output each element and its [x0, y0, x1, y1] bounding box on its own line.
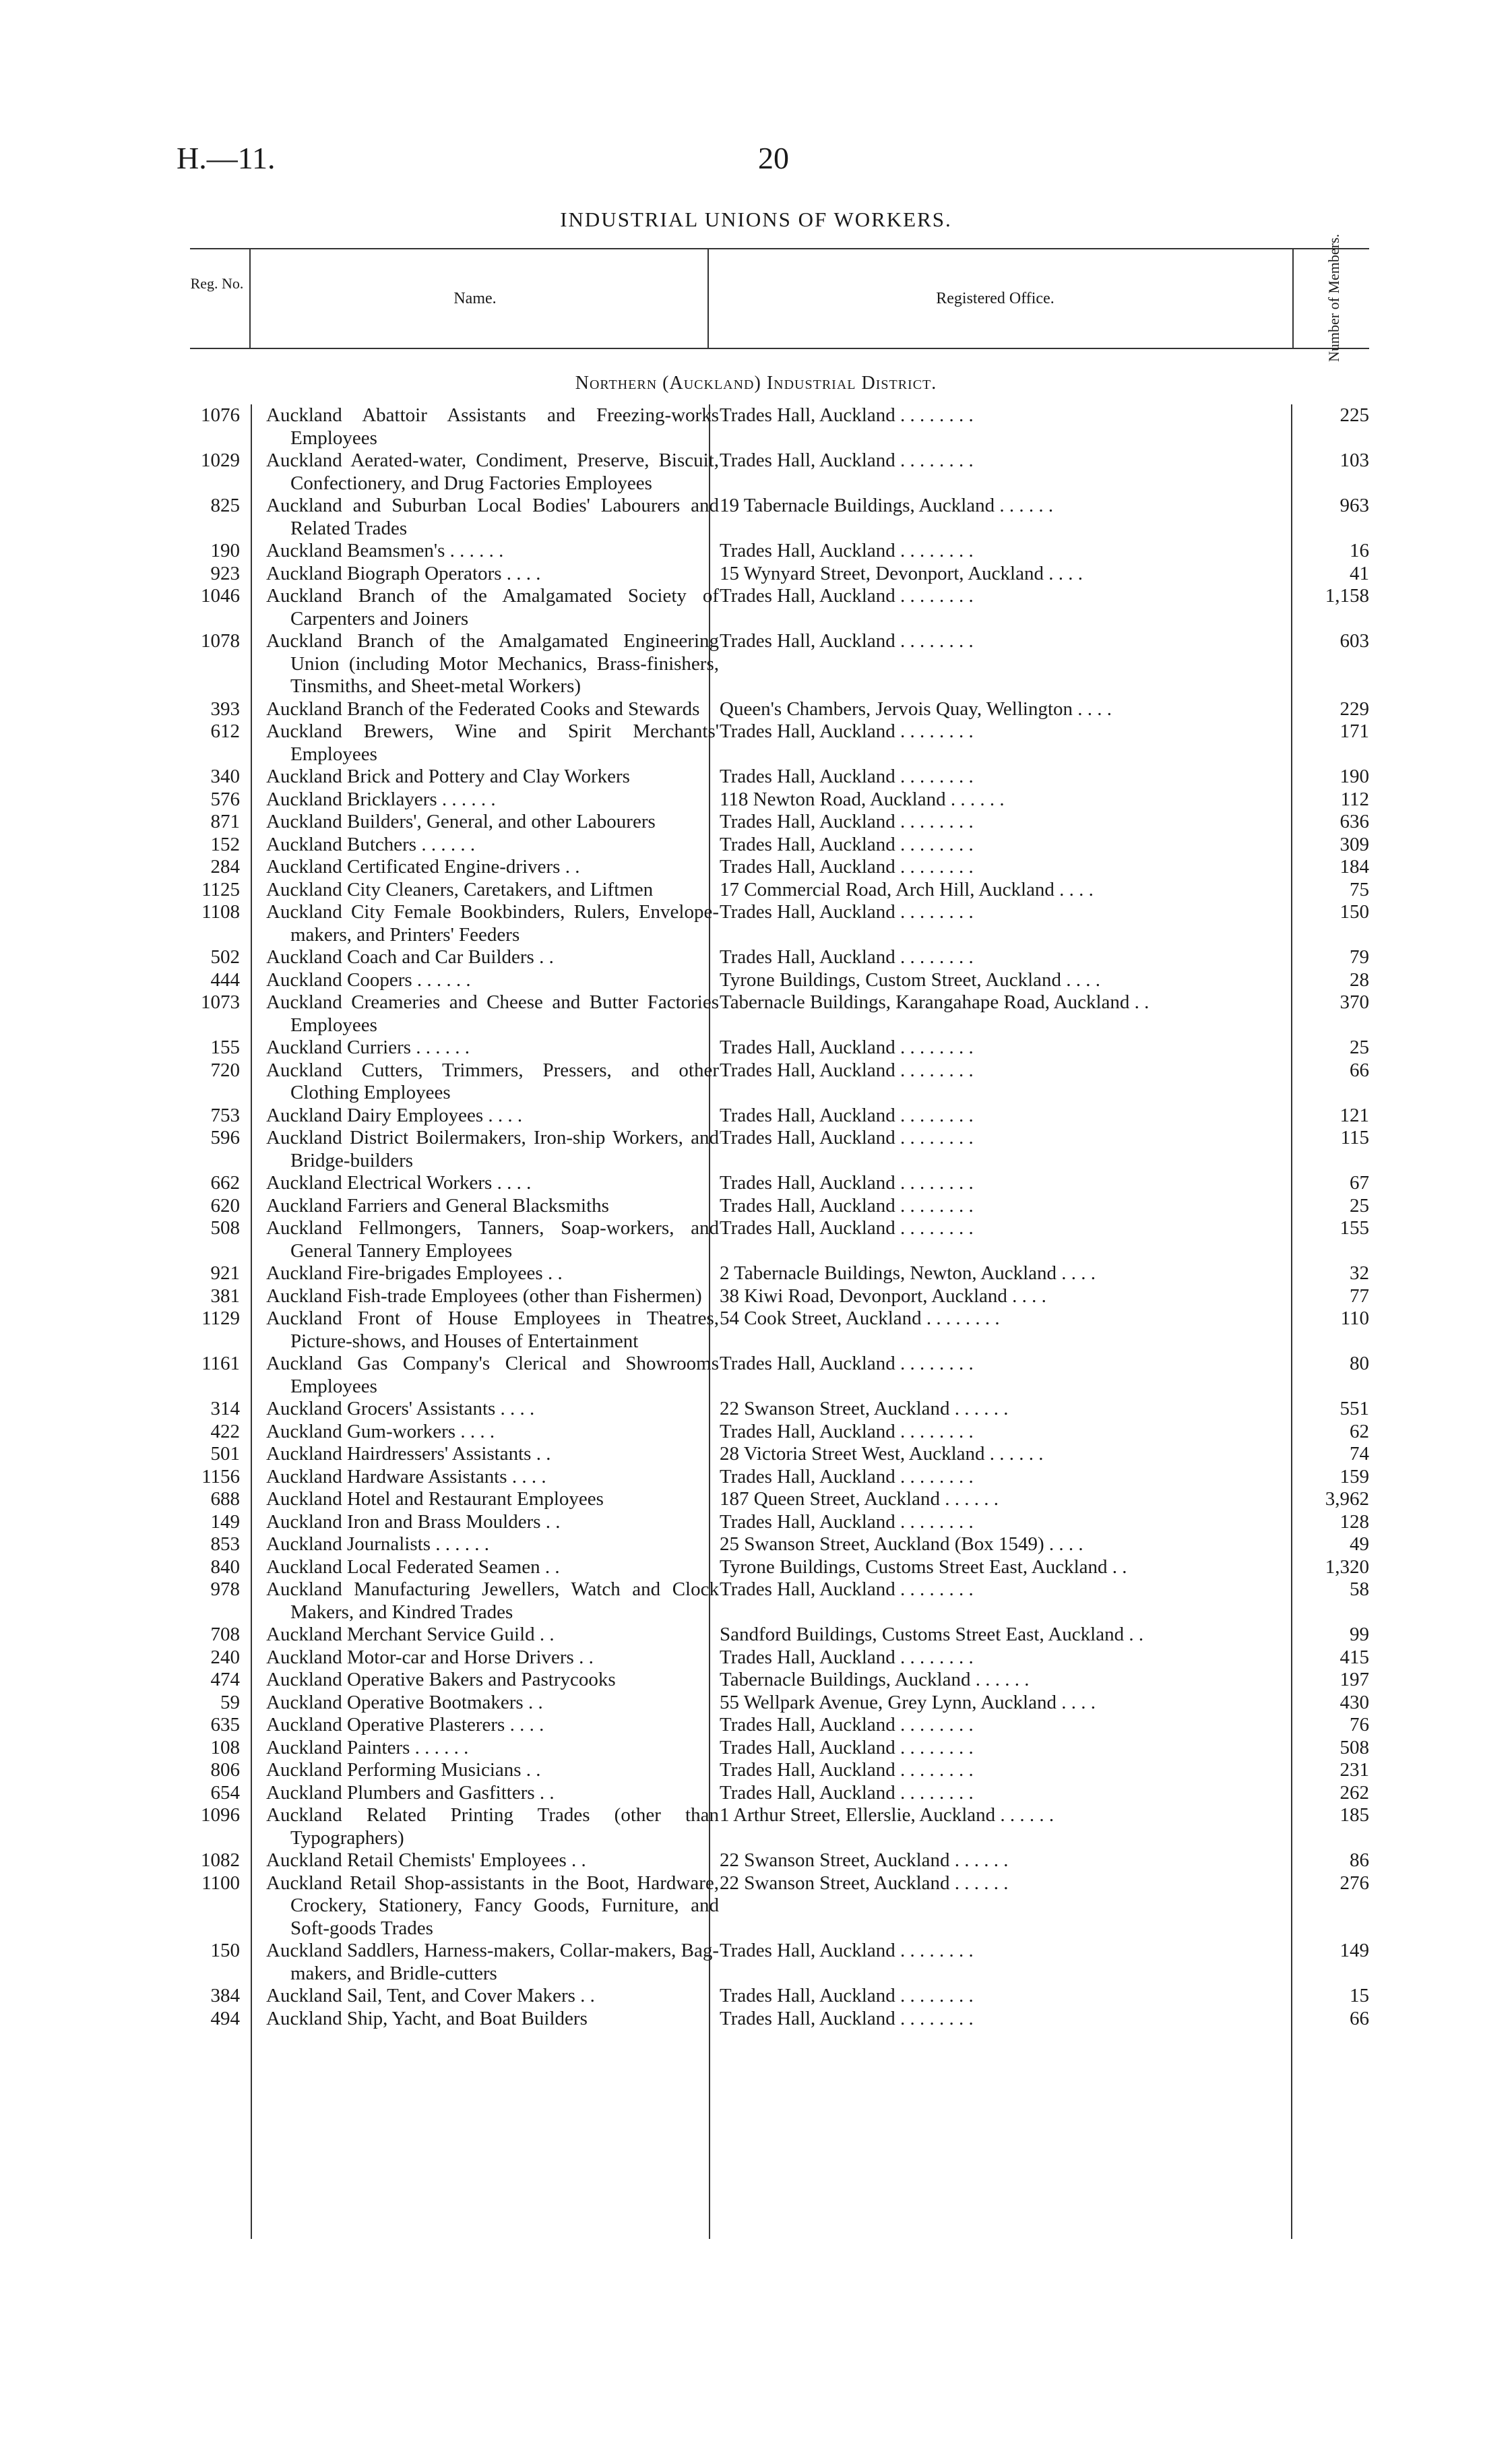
registered-office: 25 Swanson Street, Auckland (Box 1549) . . . . — [720, 1533, 1083, 1555]
reg-no: 240 — [210, 1646, 240, 1668]
member-count: 963 — [1340, 495, 1369, 516]
union-name: Auckland Painters . . . . . . — [266, 1736, 469, 1758]
table-row — [0, 1217, 1512, 1262]
union-name: Auckland Local Federated Seamen . . — [266, 1556, 560, 1578]
page-code: H.—11. — [177, 141, 276, 175]
table-row — [0, 991, 1512, 1037]
header-bottom-rule — [190, 348, 1369, 349]
column-header-members-label: Number of Members. — [1325, 233, 1342, 363]
member-count: 171 — [1340, 720, 1369, 742]
member-count: 155 — [1340, 1217, 1369, 1239]
table-row — [0, 789, 1512, 811]
table-row — [0, 856, 1512, 879]
union-name: Auckland Branch of the Amalgamated Engineering Union (including Motor Mechanics, Brass-finishers, Tinsmiths, and Sheet-metal Workers) — [266, 630, 719, 697]
member-count: 77 — [1350, 1285, 1369, 1307]
member-count: 603 — [1340, 630, 1369, 652]
reg-no: 1129 — [201, 1308, 240, 1329]
registered-office: Trades Hall, Auckland . . . . . . . . — [720, 856, 974, 878]
registered-office: 1 Arthur Street, Ellerslie, Auckland . . . . . . — [720, 1804, 1054, 1826]
member-count: 103 — [1340, 450, 1369, 471]
registered-office: Tabernacle Buildings, Karangahape Road, Auckland . . — [720, 991, 1149, 1013]
union-name: Auckland Coopers . . . . . . — [266, 968, 471, 991]
union-name: Auckland Curriers . . . . . . — [266, 1037, 470, 1058]
member-count: 159 — [1340, 1465, 1369, 1487]
union-name: Auckland Beamsmen's . . . . . . — [266, 540, 504, 561]
table-row — [0, 901, 1512, 946]
member-count: 112 — [1340, 788, 1369, 810]
registered-office: Tyrone Buildings, Custom Street, Auckland . . . . — [720, 968, 1101, 991]
table-row — [0, 1037, 1512, 1059]
table-row — [0, 698, 1512, 721]
reg-no: 753 — [210, 1104, 240, 1126]
table-row — [0, 540, 1512, 563]
union-name: Auckland Plumbers and Gasfitters . . — [266, 1781, 555, 1804]
union-name: Auckland Ship, Yacht, and Boat Builders — [266, 2007, 588, 2029]
union-name: Auckland Hairdressers' Assistants . . — [266, 1443, 551, 1465]
reg-no: 923 — [210, 562, 240, 584]
table-row — [0, 1466, 1512, 1489]
registered-office: Trades Hall, Auckland . . . . . . . . — [720, 1940, 974, 1961]
registered-office: 22 Swanson Street, Auckland . . . . . . — [720, 1849, 1009, 1871]
union-name: Auckland District Boilermakers, Iron-ship Workers, and Bridge-builders — [266, 1127, 719, 1171]
union-name: Auckland Branch of the Federated Cooks and Stewards — [266, 698, 700, 720]
table-row — [0, 1105, 1512, 1128]
union-name: Auckland Brick and Pottery and Clay Workers — [266, 766, 630, 787]
registered-office: Trades Hall, Auckland . . . . . . . . — [720, 811, 974, 832]
union-name: Auckland Butchers . . . . . . — [266, 833, 476, 855]
registered-office: 187 Queen Street, Auckland . . . . . . — [720, 1488, 999, 1510]
registered-office: 38 Kiwi Road, Devonport, Auckland . . . . — [720, 1285, 1046, 1307]
reg-no: 381 — [210, 1285, 240, 1307]
reg-no: 108 — [210, 1736, 240, 1758]
member-count: 128 — [1340, 1510, 1369, 1533]
registered-office: Trades Hall, Auckland . . . . . . . . — [720, 1781, 974, 1804]
reg-no: 340 — [210, 766, 240, 787]
member-count: 508 — [1340, 1736, 1369, 1758]
reg-no: 1082 — [201, 1849, 240, 1871]
reg-no: 1100 — [201, 1872, 240, 1894]
member-count: 75 — [1350, 878, 1369, 900]
union-name: Auckland Sail, Tent, and Cover Makers . . — [266, 1985, 595, 2006]
table-row — [0, 1624, 1512, 1647]
member-count: 49 — [1350, 1533, 1369, 1555]
union-name: Auckland Manufacturing Jewellers, Watch and Clock Makers, and Kindred Trades — [266, 1578, 719, 1623]
table-row — [0, 1308, 1512, 1353]
table-row — [0, 630, 1512, 698]
reg-no: 314 — [210, 1398, 240, 1419]
reg-no: 978 — [210, 1578, 240, 1600]
member-count: 229 — [1340, 698, 1369, 720]
union-name: Auckland Retail Chemists' Employees . . — [266, 1849, 586, 1871]
union-name: Auckland Hotel and Restaurant Employees — [266, 1488, 604, 1510]
reg-no: 662 — [210, 1172, 240, 1194]
reg-no: 494 — [210, 2007, 240, 2029]
union-name: Auckland Iron and Brass Moulders . . — [266, 1510, 561, 1533]
reg-no: 576 — [210, 788, 240, 810]
table-row — [0, 879, 1512, 902]
table-row — [0, 585, 1512, 630]
reg-no: 1125 — [201, 878, 240, 900]
member-count: 115 — [1340, 1127, 1369, 1148]
reg-no: 1073 — [201, 991, 240, 1013]
member-count: 16 — [1350, 540, 1369, 561]
union-name: Auckland Operative Bootmakers . . — [266, 1691, 543, 1713]
member-count: 309 — [1340, 833, 1369, 855]
union-name: Auckland Journalists . . . . . . — [266, 1533, 490, 1555]
union-name: Auckland Performing Musicians . . — [266, 1759, 541, 1781]
union-name: Auckland and Suburban Local Bodies' Labourers and Related Trades — [266, 495, 719, 539]
reg-no: 444 — [210, 968, 240, 991]
union-name: Auckland Coach and Car Builders . . — [266, 946, 554, 968]
reg-no: 840 — [210, 1556, 240, 1578]
reg-no: 688 — [210, 1488, 240, 1510]
union-name: Auckland Creameries and Cheese and Butter Factories Employees — [266, 991, 719, 1036]
registered-office: Trades Hall, Auckland . . . . . . . . — [720, 1353, 974, 1374]
header-top-rule — [190, 248, 1369, 249]
reg-no: 1156 — [201, 1465, 240, 1487]
registered-office: Trades Hall, Auckland . . . . . . . . — [720, 1059, 974, 1081]
union-name: Auckland Biograph Operators . . . . — [266, 562, 541, 584]
member-count: 149 — [1340, 1940, 1369, 1961]
union-name: Auckland Aerated-water, Condiment, Preserve, Biscuit, Confectionery, and Drug Factories Employees — [266, 450, 719, 494]
registered-office: 17 Commercial Road, Arch Hill, Auckland . . . . — [720, 878, 1094, 900]
union-name: Auckland Gum-workers . . . . — [266, 1420, 495, 1442]
registered-office: Trades Hall, Auckland . . . . . . . . — [720, 1985, 974, 2006]
registered-office: Trades Hall, Auckland . . . . . . . . — [720, 1127, 974, 1148]
table-row — [0, 1759, 1512, 1782]
table-row — [0, 1059, 1512, 1105]
table-row — [0, 969, 1512, 992]
reg-no: 190 — [210, 540, 240, 561]
table-row — [0, 811, 1512, 834]
reg-no: 871 — [210, 811, 240, 832]
reg-no: 720 — [210, 1059, 240, 1081]
union-name: Auckland Abattoir Assistants and Freezing-works Employees — [266, 404, 719, 449]
union-name: Auckland Saddlers, Harness-makers, Collar-makers, Bag-makers, and Bridle-cutters — [266, 1940, 719, 1984]
member-count: 415 — [1340, 1646, 1369, 1668]
union-name: Auckland Front of House Employees in Theatres, Picture-shows, and Houses of Entertainment — [266, 1308, 719, 1352]
table-row — [0, 946, 1512, 969]
registered-office: 28 Victoria Street West, Auckland . . . . . . — [720, 1443, 1044, 1465]
table-row — [0, 766, 1512, 789]
member-count: 430 — [1340, 1691, 1369, 1713]
reg-no: 921 — [210, 1262, 240, 1284]
union-name: Auckland Cutters, Trimmers, Pressers, and other Clothing Employees — [266, 1059, 719, 1103]
member-count: 66 — [1350, 2007, 1369, 2029]
table-row — [0, 1353, 1512, 1398]
table-row — [0, 404, 1512, 450]
reg-no: 150 — [210, 1940, 240, 1961]
reg-no: 474 — [210, 1669, 240, 1690]
column-header-name: Name. — [453, 290, 497, 307]
member-count: 86 — [1350, 1849, 1369, 1871]
union-name: Auckland Gas Company's Clerical and Showrooms Employees — [266, 1353, 719, 1397]
member-count: 25 — [1350, 1037, 1369, 1058]
member-count: 636 — [1340, 811, 1369, 832]
table-row — [0, 1421, 1512, 1444]
reg-no: 393 — [210, 698, 240, 720]
union-name: Auckland Hardware Assistants . . . . — [266, 1465, 546, 1487]
union-name: Auckland Dairy Employees . . . . — [266, 1104, 523, 1126]
member-count: 370 — [1340, 991, 1369, 1013]
union-name: Auckland Certificated Engine-drivers . . — [266, 856, 580, 878]
member-count: 110 — [1340, 1308, 1369, 1329]
member-count: 99 — [1350, 1624, 1369, 1645]
table-row — [0, 1692, 1512, 1715]
member-count: 74 — [1350, 1443, 1369, 1465]
member-count: 62 — [1350, 1420, 1369, 1442]
member-count: 225 — [1340, 404, 1369, 426]
table-row — [0, 1782, 1512, 1805]
registered-office: Trades Hall, Auckland . . . . . . . . — [720, 2007, 974, 2029]
registered-office: Trades Hall, Auckland . . . . . . . . — [720, 766, 974, 787]
member-count: 67 — [1350, 1172, 1369, 1194]
union-name: Auckland Operative Plasterers . . . . — [266, 1714, 544, 1735]
registered-office: Trades Hall, Auckland . . . . . . . . — [720, 1736, 974, 1758]
reg-no: 149 — [210, 1510, 240, 1533]
table-row — [0, 1262, 1512, 1285]
table-row — [0, 450, 1512, 495]
member-count: 1,320 — [1325, 1556, 1369, 1578]
registered-office: 54 Cook Street, Auckland . . . . . . . . — [720, 1308, 1000, 1329]
table-row — [0, 1940, 1512, 1985]
reg-no: 1161 — [201, 1353, 240, 1374]
union-name: Auckland Merchant Service Guild . . — [266, 1624, 555, 1645]
table-row — [0, 2008, 1512, 2031]
registered-office: Trades Hall, Auckland . . . . . . . . — [720, 1037, 974, 1058]
column-header-office: Registered Office. — [936, 290, 1054, 307]
member-count: 1,158 — [1325, 585, 1369, 607]
registered-office: Trades Hall, Auckland . . . . . . . . — [720, 946, 974, 968]
table-row — [0, 1195, 1512, 1218]
union-name: Auckland Grocers' Assistants . . . . — [266, 1398, 535, 1419]
column-header-reg-no: Reg. No. — [190, 275, 244, 292]
table-row — [0, 1849, 1512, 1872]
table-row — [0, 1488, 1512, 1511]
reg-no: 620 — [210, 1194, 240, 1217]
reg-no: 1029 — [201, 450, 240, 471]
registered-office: Trades Hall, Auckland . . . . . . . . — [720, 833, 974, 855]
registered-office: Trades Hall, Auckland . . . . . . . . — [720, 901, 974, 923]
registered-office: 118 Newton Road, Auckland . . . . . . — [720, 788, 1005, 810]
registered-office: Trades Hall, Auckland . . . . . . . . — [720, 1759, 974, 1781]
reg-no: 1076 — [201, 404, 240, 426]
registered-office: Trades Hall, Auckland . . . . . . . . — [720, 1194, 974, 1217]
reg-no: 284 — [210, 856, 240, 878]
union-name: Auckland Bricklayers . . . . . . — [266, 788, 496, 810]
table-row — [0, 1556, 1512, 1579]
reg-no: 502 — [210, 946, 240, 968]
registered-office: 2 Tabernacle Buildings, Newton, Auckland . . . . — [720, 1262, 1096, 1284]
registered-office: Trades Hall, Auckland . . . . . . . . — [720, 585, 974, 607]
registered-office: 19 Tabernacle Buildings, Auckland . . . . . . — [720, 495, 1054, 516]
registered-office: 15 Wynyard Street, Devonport, Auckland . . . . — [720, 562, 1083, 584]
union-name: Auckland Fire-brigades Employees . . — [266, 1262, 563, 1284]
member-count: 190 — [1340, 766, 1369, 787]
member-count: 231 — [1340, 1759, 1369, 1781]
reg-no: 1108 — [201, 901, 240, 923]
registered-office: 22 Swanson Street, Auckland . . . . . . — [720, 1872, 1009, 1894]
reg-no: 59 — [220, 1691, 240, 1713]
registered-office: 22 Swanson Street, Auckland . . . . . . — [720, 1398, 1009, 1419]
union-name: Auckland Brewers, Wine and Spirit Merchants' Employees — [266, 720, 719, 765]
union-name: Auckland Branch of the Amalgamated Society of Carpenters and Joiners — [266, 585, 719, 629]
member-count: 25 — [1350, 1194, 1369, 1217]
page-title: INDUSTRIAL UNIONS OF WORKERS. — [560, 208, 952, 231]
registered-office: Trades Hall, Auckland . . . . . . . . — [720, 720, 974, 742]
reg-no: 422 — [210, 1420, 240, 1442]
table-row — [0, 1398, 1512, 1421]
registered-office: Trades Hall, Auckland . . . . . . . . — [720, 1578, 974, 1600]
reg-no: 152 — [210, 833, 240, 855]
reg-no: 654 — [210, 1781, 240, 1804]
member-count: 15 — [1350, 1985, 1369, 2006]
registered-office: 55 Wellpark Avenue, Grey Lynn, Auckland . . . . — [720, 1691, 1096, 1713]
registered-office: Queen's Chambers, Jervois Quay, Wellington . . . . — [720, 698, 1112, 720]
member-count: 185 — [1340, 1804, 1369, 1826]
reg-no: 508 — [210, 1217, 240, 1239]
reg-no: 635 — [210, 1714, 240, 1735]
member-count: 184 — [1340, 856, 1369, 878]
union-name: Auckland Builders', General, and other Labourers — [266, 811, 656, 832]
union-name: Auckland City Cleaners, Caretakers, and Liftmen — [266, 878, 654, 900]
member-count: 80 — [1350, 1353, 1369, 1374]
table-row — [0, 563, 1512, 586]
reg-no: 708 — [210, 1624, 240, 1645]
registered-office: Trades Hall, Auckland . . . . . . . . — [720, 1714, 974, 1735]
table-row — [0, 1172, 1512, 1195]
reg-no: 1046 — [201, 585, 240, 607]
table-row — [0, 1533, 1512, 1556]
registered-office: Tabernacle Buildings, Auckland . . . . . . — [720, 1669, 1030, 1690]
table-row — [0, 1714, 1512, 1737]
member-count: 58 — [1350, 1578, 1369, 1600]
registered-office: Tyrone Buildings, Customs Street East, Auckland . . — [720, 1556, 1127, 1578]
union-name: Auckland City Female Bookbinders, Rulers, Envelope-makers, and Printers' Feeders — [266, 901, 719, 946]
registered-office: Sandford Buildings, Customs Street East, Auckland . . — [720, 1624, 1144, 1645]
column-header-members — [1297, 233, 1371, 363]
page-number: 20 — [758, 141, 789, 175]
registered-office: Trades Hall, Auckland . . . . . . . . — [720, 540, 974, 561]
member-count: 79 — [1350, 946, 1369, 968]
table-row — [0, 1737, 1512, 1760]
registered-office: Trades Hall, Auckland . . . . . . . . — [720, 1465, 974, 1487]
table-row — [0, 1647, 1512, 1669]
registered-office: Trades Hall, Auckland . . . . . . . . — [720, 1510, 974, 1533]
table-row — [0, 720, 1512, 766]
member-count: 551 — [1340, 1398, 1369, 1419]
reg-no: 612 — [210, 720, 240, 742]
table-row — [0, 1511, 1512, 1534]
union-name: Auckland Operative Bakers and Pastrycooks — [266, 1669, 616, 1690]
member-count: 197 — [1340, 1669, 1369, 1690]
table-row — [0, 834, 1512, 857]
table-row — [0, 1127, 1512, 1172]
union-name: Auckland Electrical Workers . . . . — [266, 1172, 532, 1194]
union-name: Auckland Motor-car and Horse Drivers . . — [266, 1646, 594, 1668]
member-count: 262 — [1340, 1781, 1369, 1804]
reg-no: 155 — [210, 1037, 240, 1058]
member-count: 76 — [1350, 1714, 1369, 1735]
registered-office: Trades Hall, Auckland . . . . . . . . — [720, 1646, 974, 1668]
member-count: 41 — [1350, 562, 1369, 584]
union-name: Auckland Fellmongers, Tanners, Soap-workers, and General Tannery Employees — [266, 1217, 719, 1262]
member-count: 121 — [1340, 1104, 1369, 1126]
member-count: 28 — [1350, 968, 1369, 991]
table-row — [0, 495, 1512, 540]
district-heading: Northern (Auckland) Industrial District. — [575, 373, 937, 394]
registered-office: Trades Hall, Auckland . . . . . . . . — [720, 450, 974, 471]
table-row — [0, 1804, 1512, 1849]
member-count: 276 — [1340, 1872, 1369, 1894]
member-count: 66 — [1350, 1059, 1369, 1081]
reg-no: 853 — [210, 1533, 240, 1555]
table-row — [0, 1872, 1512, 1940]
member-count: 32 — [1350, 1262, 1369, 1284]
table-row — [0, 1578, 1512, 1624]
column-divider — [1292, 248, 1294, 349]
table-row — [0, 1285, 1512, 1308]
union-table-body — [0, 404, 1512, 2030]
union-name: Auckland Fish-trade Employees (other than Fishermen) — [266, 1285, 702, 1307]
registered-office: Trades Hall, Auckland . . . . . . . . — [720, 404, 974, 426]
registered-office: Trades Hall, Auckland . . . . . . . . — [720, 1217, 974, 1239]
member-count: 3,962 — [1325, 1488, 1369, 1510]
union-name: Auckland Retail Shop-assistants in the Boot, Hardware, Crockery, Stationery, Fancy Goods, Furniture, and Soft-goods Trades — [266, 1872, 719, 1939]
reg-no: 1096 — [201, 1804, 240, 1826]
union-name: Auckland Farriers and General Blacksmiths — [266, 1194, 609, 1217]
table-row — [0, 1443, 1512, 1466]
reg-no: 806 — [210, 1759, 240, 1781]
union-name: Auckland Related Printing Trades (other than Typographers) — [266, 1804, 719, 1849]
reg-no: 596 — [210, 1127, 240, 1148]
registered-office: Trades Hall, Auckland . . . . . . . . — [720, 1172, 974, 1194]
member-count: 150 — [1340, 901, 1369, 923]
registered-office: Trades Hall, Auckland . . . . . . . . — [720, 1104, 974, 1126]
reg-no: 384 — [210, 1985, 240, 2006]
reg-no: 825 — [210, 495, 240, 516]
reg-no: 501 — [210, 1443, 240, 1465]
reg-no: 1078 — [201, 630, 240, 652]
table-row — [0, 1985, 1512, 2008]
table-row — [0, 1669, 1512, 1692]
registered-office: Trades Hall, Auckland . . . . . . . . — [720, 630, 974, 652]
registered-office: Trades Hall, Auckland . . . . . . . . — [720, 1420, 974, 1442]
